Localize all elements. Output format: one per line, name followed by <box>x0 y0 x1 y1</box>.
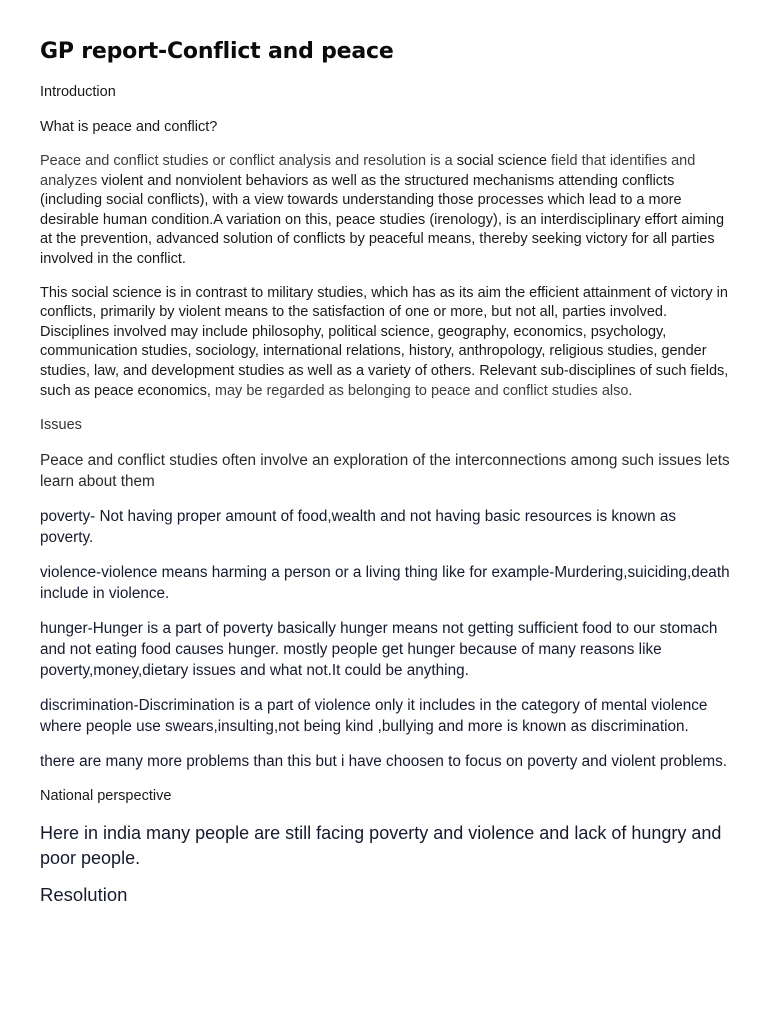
definition-social-science: social science <box>456 153 547 169</box>
definition-paragraph <box>40 152 730 270</box>
contrast-body: This social science is in contrast to military studies, which has as its aim the efficient attainment of victory in conflicts, primarily by violent means to the satisfaction of one or more, but not all, parties involved. Disciplines involved may include philosophy, political science, geography, economics, psychology, communication studies, sociology, international relations, history, anthropology, religious studies, gender studies, law, and development studies as well as a variety of others. Relevant sub-disciplines of such fields, such as peace economics, <box>40 284 729 399</box>
introduction-label: Introduction <box>40 84 116 100</box>
contrast-paragraph <box>40 284 730 402</box>
national-perspective-text: Here in india many people are still facing poverty and violence and lack of hungry and poor people. <box>40 823 722 869</box>
national-perspective-label: National perspective <box>40 788 172 805</box>
more-problems-paragraph: there are many more problems than this but i have choosen to focus on poverty and violent problems. <box>40 753 728 771</box>
definition-muted-start: Peace and conflict studies or conflict analysis and resolution is a <box>40 153 457 169</box>
document-page <box>40 36 730 908</box>
question-label: What is peace and conflict? <box>40 119 218 135</box>
discrimination-paragraph: discrimination-Discrimination is a part of violence only it includes in the category of mental violence where people use swears,insulting,not being kind ,bullying and more is known as discrimination. <box>40 697 708 736</box>
contrast-muted-end: may be regarded as belonging to peace and conflict studies also. <box>210 382 633 399</box>
issues-intro: Peace and conflict studies often involve an exploration of the interconnections among such issues lets learn about them <box>40 452 730 491</box>
resolution-heading: Resolution <box>40 884 128 906</box>
definition-body: violent and nonviolent behaviors as well as the structured mechanisms attending conflicts (including social conflicts), with a view towards understanding those processes which lead to a more desirable human condition.A variation on this, peace studies (irenology), is an interdisciplinary effort aiming at the prevention, advanced solution of conflicts by peaceful means, thereby seeking victory for all parties involved in the conflict. <box>40 172 725 267</box>
hunger-paragraph: hunger-Hunger is a part of poverty basically hunger means not getting sufficient food to our stomach and not eating food causes hunger. mostly people get hunger because of many reasons like poverty,money,dietary issues and what not.It could be anything. <box>40 620 718 680</box>
document-title: GP report-Conflict and peace <box>40 39 394 64</box>
poverty-paragraph: poverty- Not having proper amount of food,wealth and not having basic resources is known as poverty. <box>40 508 677 547</box>
violence-paragraph: violence-violence means harming a person or a living thing like for example-Murdering,suiciding,death include in violence. <box>40 564 730 603</box>
issues-label: Issues <box>40 417 82 434</box>
definition-muted-middle: field that identifies and analyzes <box>40 153 696 189</box>
